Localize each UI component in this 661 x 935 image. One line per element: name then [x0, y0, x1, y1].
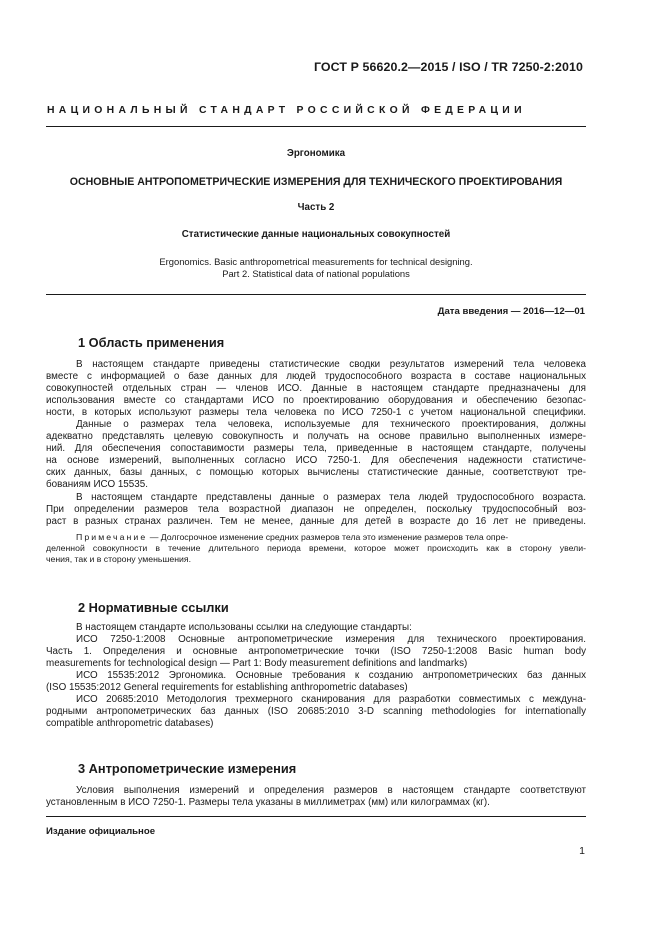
- section-1-paragraph-1: [46, 359, 586, 419]
- section-2-body: [46, 622, 586, 730]
- reference-line: ИСО 7250-1:2008 Основные антропометрические измерения для технического проектирования.: [76, 634, 586, 646]
- document-code: ГОСТ Р 56620.2—2015 / ISO / TR 7250-2:2010: [313, 60, 583, 74]
- reference-line: compatible anthropometric databases): [46, 718, 214, 730]
- text-line: ности, в которых используют размеры тела человека по ИСО 7250-1 с учетом национальной специфики.: [46, 407, 586, 419]
- text-line: В настоящем стандарте использованы ссылки на следующие стандарты:: [76, 622, 412, 633]
- header-rule: [46, 126, 586, 127]
- text-line: Данные о размерах тела человека, используемые для технического проектирования, должны: [76, 419, 586, 430]
- reference-line: measurements for technological design — Part 1: Body measurement definitions and landmarks): [46, 658, 468, 670]
- category-title: Эргономика: [286, 148, 346, 159]
- text-line: вместе с информацией о базе данных для людей трудоспособного возраста в составе национальных: [46, 371, 586, 383]
- section-1-heading: 1 Область применения: [78, 335, 225, 350]
- note-label: Примечание: [76, 532, 148, 542]
- english-title-line-1: Ergonomics. Basic anthropometrical measurements for technical designing.: [159, 256, 473, 267]
- text-line: ских данных, базы данных, с помощью которых вычислены статистические данные, соответствуют тре-: [46, 467, 586, 479]
- document-title: ОСНОВНЫЕ АНТРОПОМЕТРИЧЕСКИЕ ИЗМЕРЕНИЯ ДЛЯ ТЕХНИЧЕСКОГО ПРОЕКТИРОВАНИЯ: [69, 176, 563, 188]
- text-line: раст в разных странах различен. Тем не менее, данные для детей в возрасте до 16 лет не приведены.: [46, 516, 586, 528]
- section-3-heading: 3 Антропометрические измерения: [78, 761, 297, 776]
- text-line: В настоящем стандарте приведены статистические сводки результатов измерений тела человека: [76, 359, 586, 370]
- part-label: Часть 2: [297, 202, 335, 213]
- text-line: При определении размеров тела возрастной диапазон не определен, поскольку трудоспособный воз-: [46, 504, 586, 516]
- section-3-paragraph-1: [46, 785, 586, 809]
- reference-line: родными антропометрических баз данных (ISO 20685:2010 3-D scanning methodologies for internationally: [46, 706, 586, 718]
- text-line: адекватно представлять целевую совокупность и получать на основе правильно выполненных измере-: [46, 431, 586, 443]
- footer-rule: [46, 816, 586, 817]
- text-line: совокупностей отдельных стран — членов ИСО. Данные в настоящем стандарте предназначены для: [46, 383, 586, 395]
- note-line: деленной совокупности в течение длительного периода времени, которое может происходить как в сторону увели-: [46, 543, 586, 553]
- note-line: [46, 532, 586, 543]
- edition-label: Издание официальное: [46, 826, 156, 837]
- reference-line: ИСО 20685:2010 Методология трехмерного сканирования для разработки совместимых с междуна-: [76, 694, 586, 706]
- section-2-heading: 2 Нормативные ссылки: [78, 600, 229, 615]
- note-text: — Долгосрочное изменение средних размеров тела это изменение размеров тела опре-: [147, 532, 509, 542]
- text-line: бованиям ИСО 15535.: [46, 479, 148, 491]
- reference-line: ИСО 15535:2012 Эргономика. Основные требования к созданию антропометрических баз данных: [76, 670, 586, 682]
- text-line: на основе измерений, выполненных согласно ИСО 7250-1. Для обеспечения надежности статистиче-: [46, 455, 586, 467]
- page-number: 1: [579, 845, 585, 857]
- text-line: использования вместе со стандартами ИСО по проектированию оборудования и обеспечению безопас-: [46, 395, 586, 407]
- text-line: В настоящем стандарте представлены данные о размерах тела людей трудоспособного возраста.: [76, 492, 586, 503]
- document-subtitle: Статистические данные национальных совокупностей: [181, 229, 451, 240]
- section-1-paragraph-3: [46, 492, 586, 528]
- section-1-note: [46, 532, 586, 565]
- english-title-line-2: Part 2. Statistical data of national populations: [222, 268, 410, 279]
- text-line: Условия выполнения измерений и определения размеров в настоящем стандарте соответствуют: [76, 785, 586, 796]
- title-rule: [46, 294, 586, 295]
- text-line: ний. Для обеспечения сопоставимости размеры тела, приведенные в настоящем стандарте, получены: [46, 443, 586, 455]
- note-line: чения, так и в сторону уменьшения.: [46, 554, 191, 564]
- section-1-paragraph-2: [46, 419, 586, 491]
- reference-line: (ISO 15535:2012 General requirements for establishing anthropometric databases): [46, 682, 408, 694]
- text-line: установленным в ИСО 7250-1. Размеры тела указаны в миллиметрах (мм) или килограммах (кг).: [46, 797, 490, 809]
- introduction-date: Дата введения — 2016—12—01: [437, 306, 585, 317]
- national-standard-banner: НАЦИОНАЛЬНЫЙ СТАНДАРТ РОССИЙСКОЙ ФЕДЕРАЦИИ: [47, 105, 526, 116]
- reference-line: Часть 1. Определения и основные антропометрические точки (ISO 7250-1:2008 Basic human body: [46, 646, 586, 658]
